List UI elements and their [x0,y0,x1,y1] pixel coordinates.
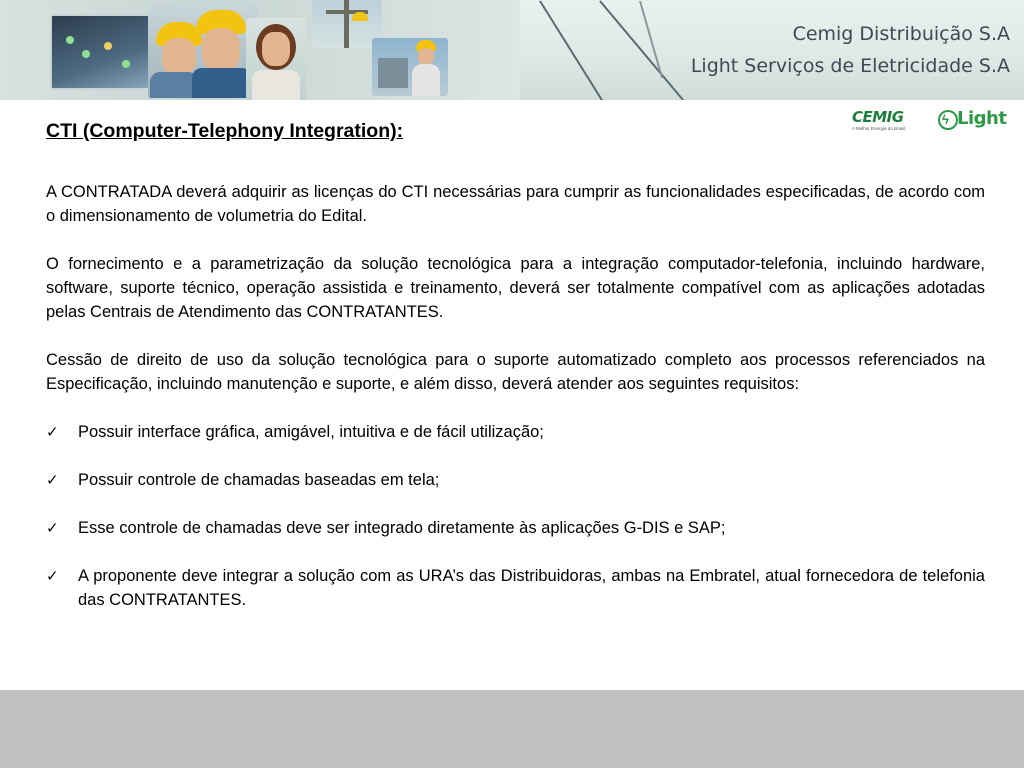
power-line-decoration [639,1,663,78]
requirement-text: Esse controle de chamadas deve ser integrado diretamente às aplicações G-DIS e SAP; [78,519,726,537]
slide-title: CTI (Computer-Telephony Integration): [46,120,404,142]
requirement-text: A proponente deve integrar a solução com as URA’s das Distribuidoras, ambas na Embratel, atual fornecedora de telefonia das CONTRATANTES. [78,567,985,609]
footer-band [0,690,1024,768]
checkmark-icon: ✓ [46,471,59,489]
checkmark-icon: ✓ [46,567,59,585]
workers-photo [148,4,258,98]
slide-body [46,180,985,636]
paragraph: Cessão de direito de uso da solução tecnológica para o suporte automatizado completo aos processos referenciados na Especificação, incluindo manutenção e suporte, e além disso, deverá atender aos seguintes requisitos: [46,351,985,393]
linemen-photo [372,38,448,96]
company-name-light: Light Serviços de Eletricidade S.A [690,55,1010,77]
requirement-text: Possuir controle de chamadas baseadas em tela; [78,471,440,489]
checkmark-icon: ✓ [46,423,59,441]
control-room-photo [50,14,156,90]
requirement-item [46,564,985,612]
header-banner [0,0,1024,100]
header-photo-collage [0,0,520,100]
requirement-item [46,420,985,444]
company-names [691,18,1010,82]
requirement-item [46,516,985,540]
lightning-bolt-icon: ϟ [942,112,949,127]
company-name-cemig: Cemig Distribuição S.A [792,23,1010,45]
checkmark-icon: ✓ [46,519,59,537]
requirement-text: Possuir interface gráfica, amigável, intuitiva e de fácil utilização; [78,423,544,441]
paragraph: O fornecimento e a parametrização da solução tecnológica para a integração computador-telefonia, incluindo hardware, software, suporte técnico, operação assistida e treinamento, deverá ser totalmente compatível com as aplicações adotadas pelas Centrais de Atendimento das CONTRATANTES. [46,255,985,321]
cemig-logo-word: CEMIG [852,108,904,126]
logos [852,108,1012,138]
cemig-logo [852,108,914,134]
paragraph: A CONTRATADA deverá adquirir as licenças do CTI necessárias para cumprir as funcionalidades especificadas, de acordo com o dimensionamento de volumetria do Edital. [46,183,985,225]
requirement-item [46,468,985,492]
power-line-decoration [539,0,604,100]
power-line-decoration [599,0,684,100]
attendant-photo [246,18,306,100]
light-logo-word: Light [957,108,1007,129]
cemig-logo-tagline: A Melhor Energia do Brasil. [852,126,907,131]
